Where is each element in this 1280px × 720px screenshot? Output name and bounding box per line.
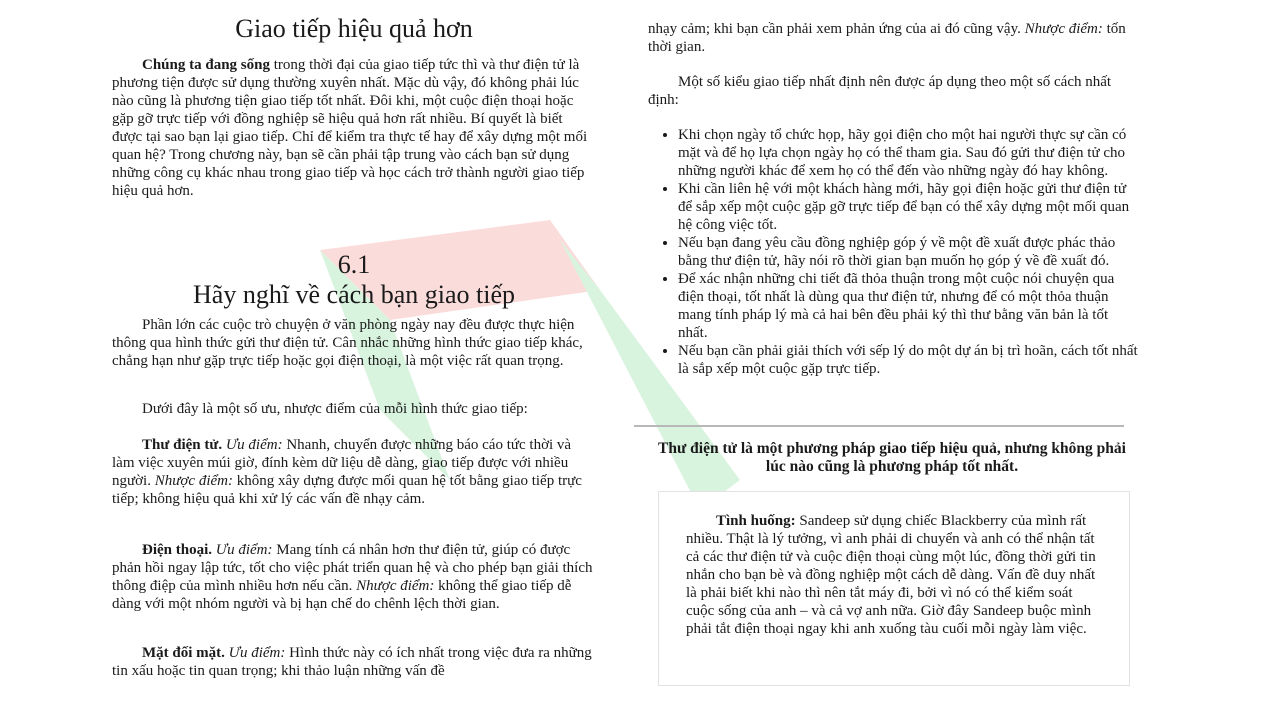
- list-item: • Để xác nhận những chi tiết đã thỏa thuận trong một cuộc nói chuyện qua điện thoại, tốt nhất là dùng qua thư điện tử, nhưng để có một thỏa thuận mang tính pháp lý mà cả hai bên đều phải ký thì thư bằng văn bản là tốt nhất.: [678, 270, 1138, 342]
- tips-list: [648, 126, 1138, 378]
- phone-heading: Điện thoại.: [142, 542, 213, 558]
- face-continued: [648, 20, 1136, 56]
- separator-line: [634, 425, 1124, 427]
- face-pros: Hình thức này có ích nhất trong việc đưa ra những tin xấu hoặc tin quan trọng; khi thảo luận những vấn đề: [112, 645, 592, 679]
- case-study-label: Tình huống:: [716, 513, 796, 529]
- email-heading: Thư điện tử.: [142, 437, 223, 453]
- email-cons: không xây dựng được mối quan hệ tốt bằng giao tiếp trực tiếp; không hiệu quả khi xử lý các vấn đề nhạy cảm.: [112, 473, 582, 507]
- intro-text: trong thời đại của giao tiếp tức thì và thư điện tử là phương tiện được sử dụng thường xuyên nhất. Mặc dù vậy, đó không phải lúc nào cũng là phương tiện giao tiếp tốt nhất. Đôi khi, một cuộc điện thoại hoặc gặp gỡ trực tiếp với đồng nghiệp sẽ hiệu quả hơn rất nhiều. Bí quyết là biết được tại sao bạn lại giao tiếp. Chỉ để kiểm tra thực tế hay để xây dựng một mối quan hệ? Trong chương này, bạn sẽ cần phải tập trung vào cách bạn sử dụng những công cụ khác nhau trong giao tiếp và học cách trở thành người giao tiếp hiệu quả hơn.: [112, 57, 588, 199]
- face-cont-text: nhạy cảm; khi bạn cần phải xem phản ứng của ai đó cũng vậy.: [648, 21, 1025, 37]
- phone-pros-label: Ưu điểm:: [215, 542, 273, 558]
- email-cons-label: Nhược điểm:: [154, 473, 233, 489]
- intro-lead: Chúng ta đang sống: [142, 57, 270, 73]
- face-cons-label: Nhược điểm:: [1024, 21, 1103, 37]
- email-paragraph: [112, 436, 596, 508]
- phone-pros: Mang tính cá nhân hơn thư điện tử, giúp có được phản hồi ngay lập tức, tốt cho việc phát triển quan hệ và cho phép bạn giải thích thông điệp của mình nhiều hơn nếu cần.: [112, 542, 593, 594]
- case-study-box: [658, 491, 1130, 686]
- face-heading: Mặt đối mặt.: [142, 645, 225, 661]
- face-cons: tốn thời gian.: [648, 21, 1126, 55]
- page-title: Giao tiếp hiệu quả hơn: [235, 14, 473, 43]
- section-title: Hãy nghĩ về cách bạn giao tiếp: [193, 280, 515, 309]
- list-item: • Khi cần liên hệ với một khách hàng mới, hãy gọi điện hoặc gửi thư điện tử để sắp xếp một cuộc gặp gỡ trực tiếp để bạn có thể xây dựng một mối quan hệ công việc tốt.: [678, 180, 1138, 234]
- list-item: • Nếu bạn đang yêu cầu đồng nghiệp góp ý về một đề xuất được phác thảo bằng thư điện tử, hãy nói rõ thời gian bạn muốn họ góp ý về đề xuất đó.: [678, 234, 1138, 270]
- phone-cons-label: Nhược điểm:: [356, 578, 435, 594]
- face-pros-label: Ưu điểm:: [228, 645, 286, 661]
- case-study-text: [686, 512, 1102, 638]
- phone-paragraph: [112, 541, 596, 613]
- section-number: 6.1: [337, 250, 371, 279]
- face-paragraph: [112, 644, 596, 680]
- case-study-body: Sandeep sử dụng chiếc Blackberry của mình rất nhiều. Thật là lý tưởng, vì anh phải di chuyển và anh có thể nhận tất cả các thư điện tử và cuộc điện thoại cùng một lúc, đồng thời gửi tin nhắn cho bạn bè và đồng nghiệp một cách dễ dàng. Vấn đề duy nhất là phải biết khi nào thì nên tắt máy đi, bởi vì nó có thể kiểm soát cuộc sống của anh – và cả vợ anh nữa. Giờ đây Sandeep buộc mình phải tắt điện thoại ngay khi anh xuống tàu cuối mỗi ngày làm việc.: [686, 513, 1096, 637]
- email-pros: Nhanh, chuyển được những báo cáo tức thời và làm việc xuyên múi giờ, đính kèm dữ liệu dễ dàng, giao tiếp được với nhiều người.: [112, 437, 572, 489]
- section-paragraph-1: Phần lớn các cuộc trò chuyện ở văn phòng ngày nay đều được thực hiện thông qua hình thức gửi thư điện tử. Cân nhắc những hình thức giao tiếp khác, chẳng hạn như gặp trực tiếp hoặc gọi điện thoại, là một việc rất quan trọng.: [112, 317, 583, 369]
- email-pros-label: Ưu điểm:: [225, 437, 283, 453]
- list-item: • Nếu bạn cần phải giải thích với sếp lý do một dự án bị trì hoãn, cách tốt nhất là sắp xếp một cuộc gặp trực tiếp.: [678, 342, 1138, 378]
- callout-quote: Thư điện tử là một phương pháp giao tiếp hiệu quả, nhưng không phải lúc nào cũng là phương pháp tốt nhất.: [658, 440, 1126, 475]
- ways-paragraph: Một số kiểu giao tiếp nhất định nên được áp dụng theo một số cách nhất định:: [648, 74, 1112, 108]
- phone-cons: không thể giao tiếp dễ dàng với một nhóm người và bị hạn chế do chênh lệch thời gian.: [112, 578, 572, 612]
- list-item: • Khi chọn ngày tổ chức họp, hãy gọi điện cho một hai người thực sự cần có mặt và để họ lựa chọn ngày họ có thể tham gia. Sau đó gửi thư điện tử cho những người khác để xem họ có thể đến vào những ngày đó hay không.: [678, 126, 1138, 180]
- section-paragraph-2: Dưới đây là một số ưu, nhược điểm của mỗi hình thức giao tiếp:: [142, 401, 528, 417]
- intro-paragraph: [112, 56, 596, 200]
